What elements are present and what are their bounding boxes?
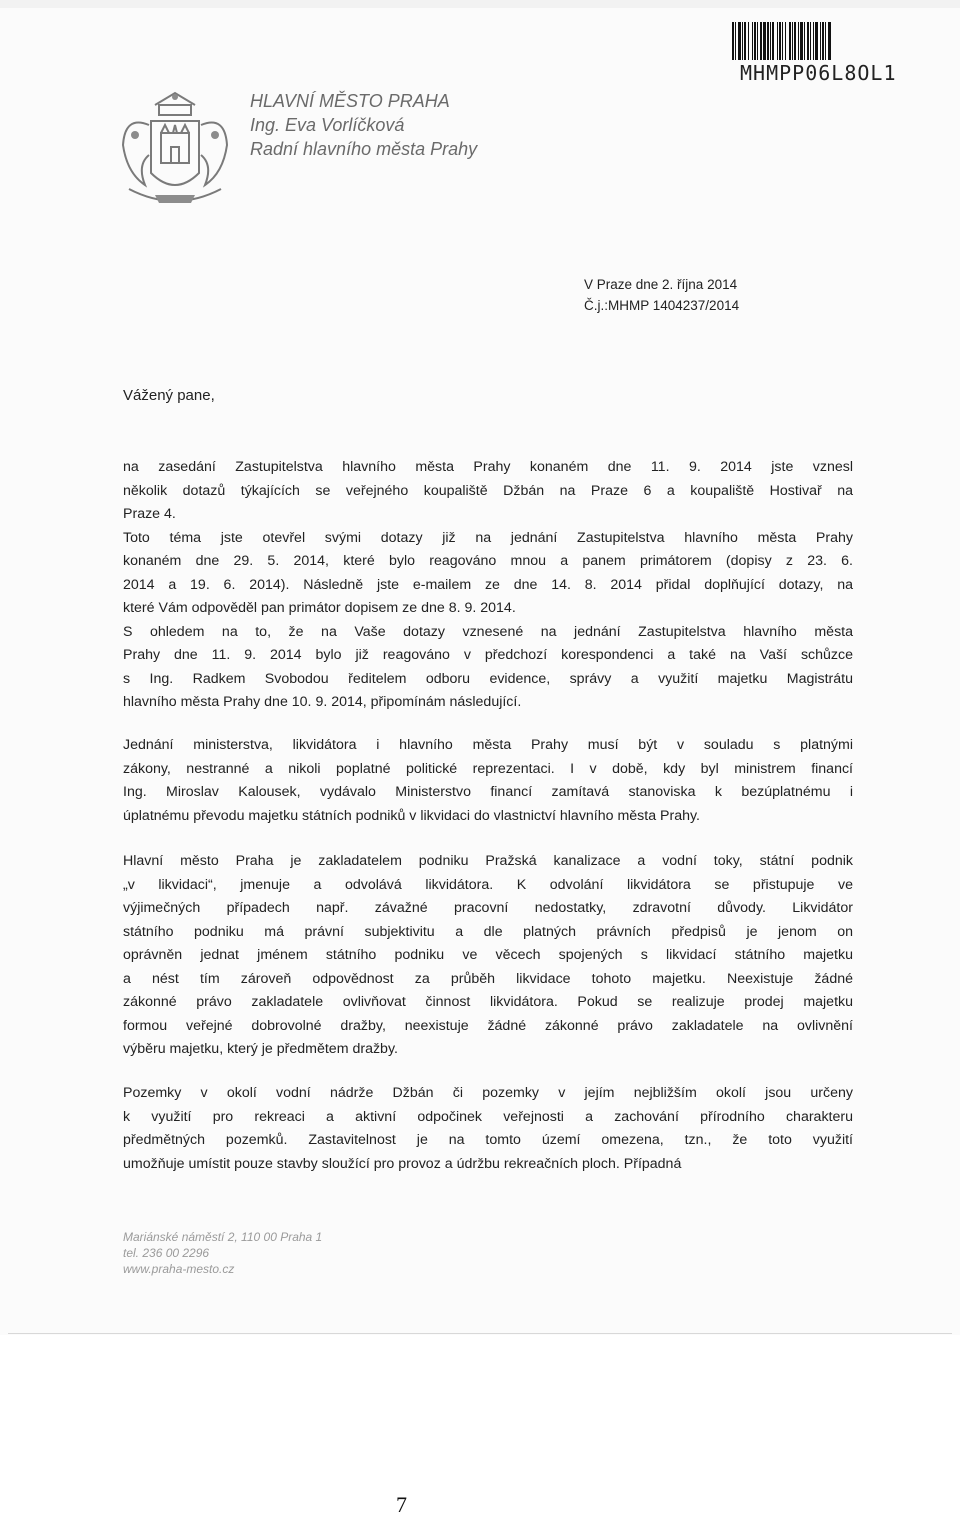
date-reference-block <box>584 274 739 316</box>
text-line: Toto téma jste otevřel svými dotazy již na jednání Zastupitelstva hlavního města Prahy <box>123 529 853 546</box>
text-line: hlavního města Prahy dne 10. 9. 2014, připomínám následující. <box>123 694 522 710</box>
text-line: s Ing. Radkem Svobodou ředitelem odboru evidence, správy a využití majetku Magistrátu <box>123 670 853 687</box>
prague-coat-of-arms-icon <box>115 85 235 215</box>
text-line: „v likvidaci“, jmenuje a odvolává likvidátora. K odvolání likvidátora se přistupuje ve <box>123 876 853 893</box>
reference-number: Č.j.:MHMP 1404237/2014 <box>584 298 740 313</box>
text-line: státního podniku má právní subjektivitu a dle platných právních předpisů je jenom on <box>123 923 853 940</box>
text-line: předmětných pozemků. Zastavitelnost je na tomto území omezena, tzn., že toto využití <box>123 1132 853 1148</box>
text-line: Hlavní město Praha je zakladatelem podniku Pražská kanalizace a vodní toky, státní podnik <box>123 853 853 869</box>
scan-top-strip <box>0 0 960 8</box>
footer-phone: tel. 236 00 2296 <box>123 1246 210 1260</box>
text-line: k využití pro rekreaci a aktivní odpočinek veřejnosti a zachování přírodního charakteru <box>123 1108 853 1125</box>
page-number: 7 <box>396 1492 407 1517</box>
text-line: Ing. Miroslav Kalousek, vydávalo Ministerstvo financí zamítavá stanoviska k bezúplatnému i <box>123 784 853 800</box>
text-line: výběru majetku, který je předmětem dražby. <box>123 1041 398 1057</box>
paragraph-3 <box>123 850 853 1062</box>
text-line: konaném dne 29. 5. 2014, které bylo reagováno mnou a panem primátorem (dopisy z 23. 6. <box>123 553 853 569</box>
barcode-stripe <box>831 22 832 60</box>
sender-name: Ing. Eva Vorlíčková <box>250 115 405 135</box>
text-line: na zasedání Zastupitelstva hlavního města Prahy konaném dne 11. 9. 2014 jste vznesl <box>123 459 853 475</box>
scan-bottom-edge <box>8 1333 952 1334</box>
text-line: zákony, nestranné a nikoli poplatné politické reprezentaci. I v době, kdy byl ministrem financí <box>123 760 853 777</box>
text-line: umožňuje umístit pouze stavby sloužící pro provoz a údržbu rekreačních ploch. Případná <box>123 1155 682 1172</box>
footer-address: Mariánské náměstí 2, 110 00 Praha 1 <box>123 1230 323 1244</box>
text-line: Praze 4. <box>123 506 176 522</box>
institution-name: HLAVNÍ MĚSTO PRAHA <box>250 91 450 111</box>
barcode <box>732 22 932 60</box>
text-line: 2014 a 19. 6. 2014). Následně jste e-mailem ze dne 14. 8. 2014 přidal doplňující dotazy, na <box>123 576 853 593</box>
text-line: které Vám odpověděl pan primátor dopisem ze dne 8. 9. 2014. <box>123 600 516 616</box>
paragraph-2 <box>123 734 853 828</box>
salutation: Vážený pane, <box>123 387 215 404</box>
footer-web: www.praha-mesto.cz <box>123 1262 235 1276</box>
text-line: S ohledem na to, že na Vaše dotazy vznesené na jednání Zastupitelstva hlavního města <box>123 623 853 640</box>
text-line: Jednání ministerstva, likvidátora i hlavního města Prahy musí být v souladu s platnými <box>123 737 853 753</box>
text-line: a nést tím zároveň odpovědnost za průběh likvidace tohoto majetku. Neexistuje žádné <box>123 970 853 987</box>
paragraph-4 <box>123 1082 853 1176</box>
letter-footer <box>123 1229 322 1277</box>
paragraph-1 <box>123 456 853 715</box>
letter-date: V Praze dne 2. října 2014 <box>584 277 738 292</box>
letter-header <box>250 89 477 161</box>
text-line: Pozemky v okolí vodní nádrže Džbán či pozemky v jejím nejbližším okolí jsou určeny <box>123 1085 853 1101</box>
text-line: formou veřejné dobrovolné dražby, neexistuje žádné zákonné právo zakladatele na ovlivnění <box>123 1017 853 1034</box>
text-line: zákonné právo zakladatele ovlivňovat činnost likvidátora. Pokud se realizuje prodej majetku <box>123 994 853 1010</box>
sender-role: Radní hlavního města Prahy <box>250 139 478 159</box>
text-line: výjimečných případech např. závažné pracovní nedostatky, zdravotní důvody. Likvidátor <box>123 900 853 916</box>
text-line: několik dotazů týkajících se veřejného koupaliště Džbán na Praze 6 a koupaliště Hostivař na <box>123 482 853 499</box>
document-code: MHMPP06L8OL1 <box>740 61 897 85</box>
text-line: úplatnému převodu majetku státních podniků v likvidaci do vlastnictví hlavního města Prahy. <box>123 807 700 824</box>
text-line: Prahy dne 11. 9. 2014 bylo již reagováno v předchozí korespondenci a také na Vaší schůzce <box>123 647 853 663</box>
text-line: oprávněn jednat jménem státního podniku ve věcech spojených s likvidací státního majetku <box>123 947 853 963</box>
